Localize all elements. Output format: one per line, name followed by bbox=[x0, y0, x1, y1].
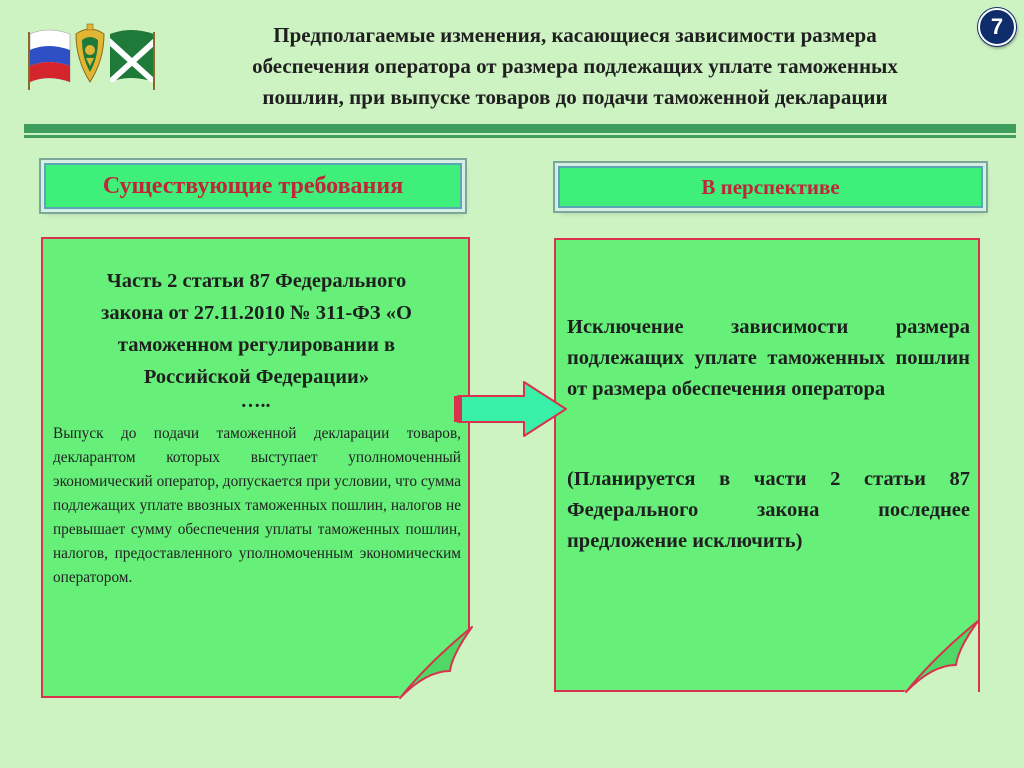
russian-flag-icon bbox=[28, 30, 70, 90]
law-reference bbox=[57, 265, 456, 393]
proposal-note: (Планируется в части 2 статьи 87 Федерального закона последнее предложение исключить) bbox=[567, 468, 970, 552]
law-reference-line: таможенном регулировании в bbox=[117, 334, 396, 356]
title-divider-thin bbox=[24, 135, 1016, 138]
ellipsis: ….. bbox=[240, 390, 271, 412]
right-arrow-icon bbox=[452, 378, 570, 440]
page-curl-icon bbox=[904, 619, 980, 694]
slide-title-line: обеспечения оператора от размера подлежащих уплате таможенных bbox=[252, 54, 898, 78]
existing-requirements-panel bbox=[41, 237, 470, 698]
in-perspective-panel bbox=[554, 238, 980, 692]
page-curl-icon bbox=[398, 625, 474, 700]
existing-requirements-header: Существующие требования bbox=[44, 163, 462, 209]
customs-emblem-icon bbox=[76, 24, 104, 82]
slide-title-line: Предполагаемые изменения, касающиеся зависимости размера bbox=[273, 23, 877, 47]
title-divider bbox=[24, 124, 1016, 133]
law-text: Выпуск до подачи таможенной декларации товаров, декларантом которых выступает уполномоченный экономический оператор, допускается при условии, что сумма подлежащих уплате ввозных таможенных пошлин, налогов не превышает сумму обеспечения уплаты таможенных пошлин, налогов, предоставленного уполномоченным экономическим оператором. bbox=[53, 425, 461, 586]
customs-flag-icon bbox=[110, 30, 155, 90]
law-reference-line: Российской Федерации» bbox=[143, 366, 370, 388]
proposal-text: Исключение зависимости размера подлежащих уплате таможенных пошлин от размера обеспечения оператора bbox=[567, 316, 970, 400]
slide-title bbox=[160, 20, 990, 113]
customs-logo bbox=[20, 20, 160, 96]
slide-number-badge: 7 bbox=[978, 8, 1016, 46]
slide-title-line: пошлин, при выпуске товаров до подачи таможенной декларации bbox=[262, 85, 888, 109]
law-reference-line: закона от 27.11.2010 № 311-ФЗ «О bbox=[101, 302, 412, 324]
in-perspective-header: В перспективе bbox=[558, 166, 983, 208]
law-reference-line: Часть 2 статьи 87 Федерального bbox=[106, 270, 407, 292]
